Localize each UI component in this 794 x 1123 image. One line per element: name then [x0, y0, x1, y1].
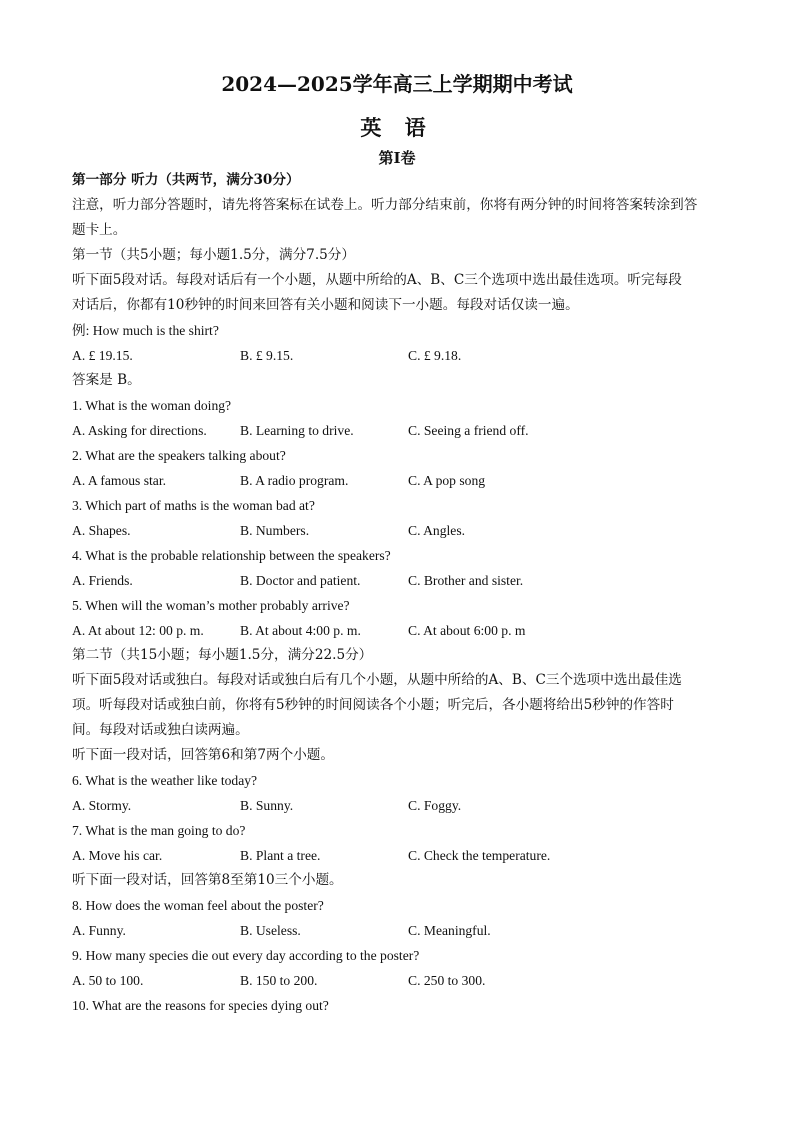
option-a: A. Shapes.: [72, 523, 131, 538]
question-6-options: [72, 793, 732, 818]
option-a: A. Funny.: [72, 923, 126, 938]
option-c: C. A pop song: [408, 473, 486, 488]
subject-title: 英 语: [360, 115, 434, 140]
option-b: B. Doctor and patient.: [240, 573, 361, 588]
question-3-options: [72, 518, 732, 543]
exam-body: [72, 168, 732, 1018]
part1-heading: 第一部分 听力（共两节，满分30分）: [72, 172, 300, 188]
question-7-options: [72, 843, 732, 868]
option-c: C. Meaningful.: [408, 923, 491, 938]
question-1-options: [72, 418, 732, 443]
option-b: B. Learning to drive.: [240, 423, 354, 438]
dialog-intro: 听下面一段对话，回答第8至第10三个小题。: [72, 872, 343, 888]
question-4: 4. What is the probable relationship between the speakers?: [72, 548, 391, 563]
question-10: 10. What are the reasons for species dying out?: [72, 998, 329, 1013]
exam-title: 2024—2025学年高三上学期期中考试: [221, 72, 573, 96]
section2-heading: 第二节（共15小题；每小题1.5分，满分22.5分）: [72, 647, 373, 663]
part1-note-line: 注意，听力部分答题时，请先将答案标在试卷上。听力部分结束前，你将有两分钟的时间将答案转涂到答: [72, 197, 698, 213]
option-b: B. Sunny.: [240, 798, 294, 813]
question-7: 7. What is the man going to do?: [72, 823, 246, 838]
volume-title: 第Ⅰ卷: [378, 149, 416, 167]
question-9-options: [72, 968, 732, 993]
option-a: A. Move his car.: [72, 848, 163, 863]
dialog-intro: 听下面一段对话，回答第6和第7两个小题。: [72, 747, 334, 763]
option-a: A. At about 12: 00 p. m.: [72, 623, 204, 638]
question-2-options: [72, 468, 732, 493]
question-5: 5. When will the woman’s mother probably arrive?: [72, 598, 350, 613]
question-2: 2. What are the speakers talking about?: [72, 448, 286, 463]
option-b: B. At about 4:00 p. m.: [240, 623, 361, 638]
section2-instruction-line: 项。听每段对话或独白前，你将有5秒钟的时间阅读各个小题；听完后，各小题将给出5秒钟的作答时: [72, 697, 674, 713]
option-b: B. Useless.: [240, 923, 301, 938]
option-c: C. At about 6:00 p. m: [408, 623, 526, 638]
section1-heading: 第一节（共5小题；每小题1.5分，满分7.5分）: [72, 247, 355, 263]
section1-instruction-line: 听下面5段对话。每段对话后有一个小题，从题中所给的A、B、C三个选项中选出最佳选项。听完每段: [72, 272, 682, 288]
option-b: B. £ 9.15.: [240, 348, 294, 363]
option-c: C. Brother and sister.: [408, 573, 524, 588]
question-3: 3. Which part of maths is the woman bad at?: [72, 498, 315, 513]
question-6: 6. What is the weather like today?: [72, 773, 258, 788]
question-8: 8. How does the woman feel about the poster?: [72, 898, 324, 913]
option-a: A. Friends.: [72, 573, 133, 588]
option-a: A. £ 19.15.: [72, 348, 133, 363]
section2-instruction-line: 听下面5段对话或独白。每段对话或独白后有几个小题，从题中所给的A、B、C三个选项中选出最佳选: [72, 672, 682, 688]
section2-instruction-line: 间。每段对话或独白读两遍。: [72, 722, 249, 738]
question-1: 1. What is the woman doing?: [72, 398, 232, 413]
option-a: A. Stormy.: [72, 798, 132, 813]
option-c: C. £ 9.18.: [408, 348, 462, 363]
example-answer: 答案是 B。: [72, 372, 141, 388]
question-4-options: [72, 568, 732, 593]
option-a: A. A famous star.: [72, 473, 167, 488]
example-options: [72, 343, 732, 368]
section1-instruction-line: 对话后，你都有10秒钟的时间来回答有关小题和阅读下一小题。每段对话仅读一遍。: [72, 297, 579, 313]
question-8-options: [72, 918, 732, 943]
option-c: C. 250 to 300.: [408, 973, 486, 988]
option-b: B. 150 to 200.: [240, 973, 318, 988]
option-c: C. Foggy.: [408, 798, 462, 813]
option-c: C. Check the temperature.: [408, 848, 551, 863]
option-b: B. Numbers.: [240, 523, 310, 538]
option-b: B. Plant a tree.: [240, 848, 321, 863]
option-b: B. A radio program.: [240, 473, 349, 488]
question-9: 9. How many species die out every day according to the poster?: [72, 948, 420, 963]
option-a: A. 50 to 100.: [72, 973, 144, 988]
option-c: C. Seeing a friend off.: [408, 423, 529, 438]
example-question: 例: How much is the shirt?: [72, 323, 219, 338]
option-a: A. Asking for directions.: [72, 423, 207, 438]
option-c: C. Angles.: [408, 523, 466, 538]
part1-note-line: 题卡上。: [72, 222, 127, 238]
question-5-options: [72, 618, 732, 643]
